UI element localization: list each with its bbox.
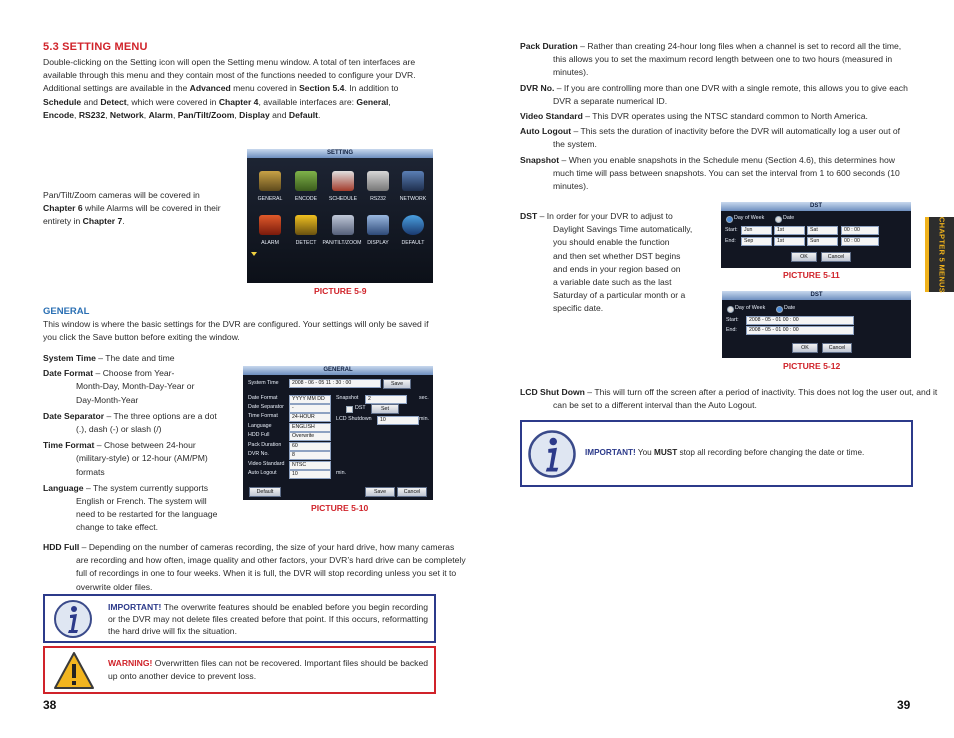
video-standard-select[interactable]: NTSC bbox=[289, 461, 331, 470]
icon-label-encode: ENCODE bbox=[294, 196, 318, 202]
def-language: Language – The system currently supports English or French. The system will need to be restarted for the language change to take effect. bbox=[43, 482, 218, 533]
icon-label-pan-tilt-zoom: PAN/TILT/ZOOM bbox=[322, 240, 362, 246]
dst-date-screenshot bbox=[722, 291, 911, 358]
def-auto-logout: Auto Logout – This sets the duration of inactivity before the DVR will automatically log a user out of the system. bbox=[520, 126, 901, 150]
language-select[interactable]: ENGLISH bbox=[289, 423, 331, 432]
start-day-select[interactable]: Sat bbox=[807, 226, 838, 235]
def-snapshot: Snapshot – When you enable snapshots in the Schedule menu (Section 4.6), this determines how much time will pass between snapshots. You can set the interval from 1 to 600 seconds (10 minutes). bbox=[520, 154, 900, 192]
alarm-icon[interactable] bbox=[259, 215, 281, 235]
pack-duration-field[interactable]: 60 bbox=[289, 442, 331, 451]
language-label: Language bbox=[248, 423, 272, 429]
system-time-save-button[interactable]: Save bbox=[383, 379, 411, 389]
end-date-field[interactable]: 2008 - 05 - 01 00 : 00 bbox=[746, 326, 854, 335]
end-label: End: bbox=[725, 238, 736, 244]
dst-label: DST bbox=[355, 405, 366, 411]
end-day-select[interactable]: Sun bbox=[807, 237, 838, 246]
lcd-shutdown-label: LCD Shutdown bbox=[336, 416, 372, 422]
def-date-separator: Date Separator – The three options are a dot (.), dash (-) or slash (/) bbox=[43, 410, 217, 435]
warning-callout bbox=[43, 646, 436, 694]
icon-label-network: NETWORK bbox=[399, 196, 427, 202]
hdd-full-label: HDD Full bbox=[248, 432, 270, 438]
important-text-right: IMPORTANT! You MUST stop all recording before changing the date or time. bbox=[585, 448, 865, 457]
snapshot-unit: sec. bbox=[419, 395, 429, 401]
date-format-label: Date Format bbox=[248, 395, 278, 401]
start-time-field[interactable]: 00 : 00 bbox=[841, 226, 879, 235]
setting-window-title: SETTING bbox=[247, 149, 433, 158]
dst-date-cancel-button[interactable]: Cancel bbox=[822, 343, 852, 353]
dst-ok-button[interactable]: OK bbox=[791, 252, 817, 262]
intro-paragraph: Double-clicking on the Setting icon will open the Setting menu window. A total of ten interfaces are available through this menu and they contain most of the functions needed to configure your DVR. Additional settings are available in the Advanced menu covered in Section 5.4. In addition to Schedule and Detect, which were covered in Chapter 4, available interfaces are: General, Encode, RS232, Network, Alarm, Pan/Tilt/Zoom, Display and Default. bbox=[43, 57, 416, 120]
system-time-field[interactable]: 2008 - 06 - 05 11 : 30 : 00 bbox=[289, 379, 381, 388]
video-standard-label: Video Standard bbox=[248, 461, 285, 467]
scroll-arrow-icon[interactable] bbox=[251, 252, 257, 256]
snapshot-label: Snapshot bbox=[336, 395, 359, 401]
hdd-full-select[interactable]: Overwrite bbox=[289, 432, 331, 441]
rs232-icon[interactable] bbox=[367, 171, 389, 191]
warning-text: WARNING! Overwritten files can not be recovered. Important files should be backed up onto another device to prevent loss. bbox=[108, 658, 429, 681]
default-button[interactable]: Default bbox=[249, 487, 281, 497]
start-label: Start: bbox=[725, 227, 738, 233]
icon-label-rs232: RS232 bbox=[370, 196, 386, 202]
lcd-shutdown-unit: min. bbox=[419, 416, 430, 422]
general-definitions bbox=[43, 352, 243, 535]
lcd-shutdown-field[interactable]: 10 bbox=[377, 416, 419, 425]
end-time-field[interactable]: 00 : 00 bbox=[841, 237, 879, 246]
date-radio-2[interactable] bbox=[776, 306, 783, 313]
right-definitions bbox=[520, 40, 912, 193]
setting-menu-screenshot bbox=[247, 149, 433, 283]
general-intro: This window is where the basic settings for the DVR are configured. Your settings will only be saved if you click the Save button before exiting the window. bbox=[43, 319, 429, 343]
time-format-select[interactable]: 24-HOUR bbox=[289, 413, 331, 422]
dst-day-of-week-screenshot bbox=[721, 202, 911, 268]
important-callout-right bbox=[520, 420, 913, 487]
dst-date-window-title: DST bbox=[722, 291, 911, 300]
dst-window-title: DST bbox=[721, 202, 911, 211]
default-icon[interactable] bbox=[402, 215, 424, 235]
chapter-side-tab: CHAPTER 5 MENUS bbox=[925, 217, 954, 292]
general-heading: GENERAL bbox=[43, 306, 90, 317]
start-label-2: Start: bbox=[726, 317, 739, 323]
dst-date-ok-button[interactable]: OK bbox=[792, 343, 818, 353]
start-date-field[interactable]: 2008 - 05 - 01 00 : 00 bbox=[746, 316, 854, 325]
info-icon bbox=[527, 429, 577, 479]
encode-icon[interactable] bbox=[295, 171, 317, 191]
start-week-select[interactable]: 1st bbox=[774, 226, 805, 235]
page-number-right: 39 bbox=[897, 698, 911, 712]
ptz-note: Pan/Tilt/Zoom cameras will be covered in Chapter 6 while Alarms will be covered in their entirety in Chapter 7. bbox=[43, 190, 221, 227]
network-icon[interactable] bbox=[402, 171, 424, 191]
auto-logout-unit: min. bbox=[336, 470, 347, 476]
end-month-select[interactable]: Sep bbox=[741, 237, 772, 246]
date-format-select[interactable]: YYYY MM DD bbox=[289, 395, 331, 404]
icon-label-default: DEFAULT bbox=[401, 240, 425, 246]
section-heading: 5.3 SETTING MENU bbox=[43, 41, 148, 53]
display-icon[interactable] bbox=[367, 215, 389, 235]
date-radio-label: Date bbox=[783, 215, 795, 221]
icon-label-general: GENERAL bbox=[257, 196, 283, 202]
dst-cancel-button[interactable]: Cancel bbox=[821, 252, 851, 262]
snapshot-field[interactable]: 2 bbox=[365, 395, 407, 404]
def-pack-duration: Pack Duration – Rather than creating 24-hour long files when a channel is set to record all the time, this allows you to set the maximum record length between one to two hours (measured in minutes). bbox=[520, 41, 902, 78]
picture-5-9-caption: PICTURE 5-9 bbox=[314, 286, 367, 296]
def-dst: DST – In order for your DVR to adjust to Daylight Savings Time automatically, you should enable the function and then set whether DST begins and ends in your region based on a variable date such as the last Saturday of a particular month or a specific date. bbox=[520, 211, 693, 314]
date-label-2: Date bbox=[784, 305, 796, 311]
start-month-select[interactable]: Jun bbox=[741, 226, 772, 235]
pan-tilt-zoom-icon[interactable] bbox=[332, 215, 354, 235]
day-of-week-radio[interactable] bbox=[726, 216, 733, 223]
icon-label-alarm: ALARM bbox=[261, 240, 279, 246]
day-of-week-label: Day of Week bbox=[734, 215, 765, 221]
dst-set-button[interactable]: Set bbox=[371, 404, 399, 414]
def-system-time: System Time – The date and time bbox=[43, 353, 175, 363]
picture-5-10-caption: PICTURE 5-10 bbox=[311, 503, 369, 513]
picture-5-12-caption: PICTURE 5-12 bbox=[783, 361, 841, 371]
save-button[interactable]: Save bbox=[365, 487, 395, 497]
auto-logout-field[interactable]: 10 bbox=[289, 470, 331, 479]
dvr-no-field[interactable]: 8 bbox=[289, 451, 331, 460]
end-label-2: End: bbox=[726, 327, 737, 333]
schedule-icon[interactable] bbox=[332, 171, 354, 191]
def-video-standard: Video Standard – This DVR operates using the NTSC standard common to North America. bbox=[520, 111, 868, 122]
def-dvr-no: DVR No. – If you are controlling more than one DVR with a single remote, this allows you to give each DVR a separate numerical ID. bbox=[520, 82, 908, 106]
general-window-screenshot bbox=[243, 366, 433, 500]
dst-checkbox[interactable] bbox=[346, 406, 353, 413]
icon-label-schedule: SCHEDULE bbox=[328, 196, 358, 202]
pack-duration-label: Pack Duration bbox=[248, 442, 282, 448]
time-format-label: Time Format bbox=[248, 413, 278, 419]
icon-label-detect: DETECT bbox=[295, 240, 317, 246]
auto-logout-label: Auto Logout bbox=[248, 470, 277, 476]
day-of-week-radio-2[interactable] bbox=[727, 306, 734, 313]
lcd-shutdown-definition: LCD Shut Down – This will turn off the screen after a period of inactivity. This does not log the user out, and it can be set to a different interval than the Auto Logout. bbox=[520, 387, 938, 411]
important-callout bbox=[43, 594, 436, 643]
def-date-format: Date Format – Choose from Year- Month-Day, Month-Day-Year or Day-Month-Year bbox=[43, 368, 195, 405]
page-number-left: 38 bbox=[43, 698, 57, 712]
important-text: IMPORTANT! The overwrite features should be enabled before you begin recording or the DVR may not delete files created before that point. If this occurs, reformatting the hard drive will fix the situation. bbox=[108, 602, 428, 636]
date-separator-label: Date Separator bbox=[248, 404, 284, 410]
day-of-week-label-2: Day of Week bbox=[735, 305, 766, 311]
warning-icon bbox=[52, 650, 96, 692]
dvr-no-label: DVR No. bbox=[248, 451, 269, 457]
general-icon[interactable] bbox=[259, 171, 281, 191]
info-icon bbox=[53, 599, 93, 639]
date-separator-select[interactable]: - bbox=[289, 404, 331, 413]
picture-5-11-caption: PICTURE 5-11 bbox=[783, 270, 840, 280]
end-week-select[interactable]: 1st bbox=[774, 237, 805, 246]
icon-label-display: DISPLAY bbox=[367, 240, 389, 246]
hdd-full-definition: HDD Full – Depending on the number of cameras recording, the size of your hard drive, how many cameras are recording and how often, image quality and other factors, your DVR’s hard drive can be completely full of recordings in one to four weeks. When it is full, the DVR will stop recording unless you set it to overwrite older files. bbox=[43, 542, 466, 592]
def-time-format: Time Format – Chose between 24-hour (military-style) or 12-hour (AM/PM) formats bbox=[43, 440, 208, 477]
cancel-button[interactable]: Cancel bbox=[397, 487, 427, 497]
detect-icon[interactable] bbox=[295, 215, 317, 235]
date-radio[interactable] bbox=[775, 216, 782, 223]
general-window-title: GENERAL bbox=[243, 366, 433, 375]
system-time-label: System Time bbox=[248, 380, 279, 386]
